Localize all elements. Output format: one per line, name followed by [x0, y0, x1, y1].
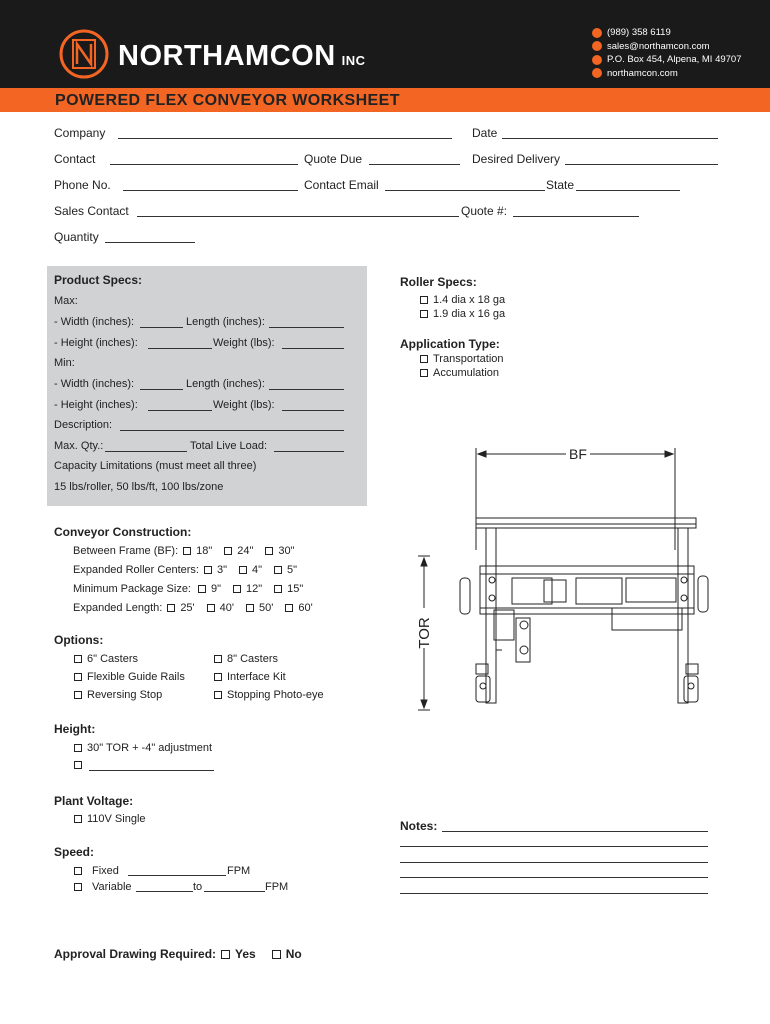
option-label: Reversing Stop [87, 689, 163, 701]
speed-variable-row[interactable] [74, 881, 132, 893]
el-option-50: 50' [259, 602, 274, 614]
option-interface-kit[interactable] [214, 671, 286, 683]
option-stopping-photo-eye[interactable] [214, 689, 324, 701]
checkbox[interactable] [74, 691, 82, 699]
option-reversing-stop[interactable] [74, 689, 162, 701]
speed-fixed-field[interactable] [128, 875, 226, 876]
checkbox[interactable] [198, 585, 206, 593]
checkbox[interactable] [239, 566, 247, 574]
options-heading: Options: [54, 633, 104, 647]
contact-field[interactable] [110, 164, 298, 165]
between-frame-row [73, 545, 295, 557]
min-height-field[interactable] [148, 410, 212, 411]
checkbox[interactable] [224, 547, 232, 555]
phone-icon [592, 28, 602, 38]
checkbox[interactable] [420, 369, 428, 377]
roller-centers-row [73, 564, 297, 576]
speed-fixed-label: Fixed [92, 865, 119, 877]
page-title: POWERED FLEX CONVEYOR WORKSHEET [55, 92, 400, 109]
contact-email-field[interactable] [385, 190, 545, 191]
contact-address: P.O. Box 454, Alpena, MI 49707 [607, 54, 742, 66]
brand-inc: INC [341, 53, 366, 68]
approval-row [54, 947, 302, 961]
date-field[interactable] [502, 138, 718, 139]
checkbox[interactable] [74, 655, 82, 663]
max-label: Max: [54, 295, 78, 307]
min-width-field[interactable] [140, 389, 183, 390]
max-length-label: Length (inches): [186, 316, 265, 328]
el-option-60: 60' [298, 602, 313, 614]
sales-contact-field[interactable] [137, 216, 459, 217]
application-type-heading: Application Type: [400, 337, 500, 351]
checkbox[interactable] [246, 604, 254, 612]
contact-website: northamcon.com [607, 67, 678, 79]
bf-option-24: 24" [237, 545, 254, 557]
max-weight-field[interactable] [282, 348, 344, 349]
brand-main: NORTHAMCON [118, 40, 336, 72]
roller-specs-heading: Roller Specs: [400, 275, 477, 289]
min-length-label: Length (inches): [186, 378, 265, 390]
quote-due-field[interactable] [369, 164, 460, 165]
between-frame-label: Between Frame (BF): [73, 545, 179, 557]
roller-option-2-label: 1.9 dia x 16 ga [433, 308, 506, 320]
total-live-load-field[interactable] [274, 451, 344, 452]
max-height-field[interactable] [148, 348, 212, 349]
notes-line-5[interactable] [400, 893, 708, 894]
state-field[interactable] [576, 190, 680, 191]
description-field[interactable] [120, 430, 344, 431]
email-icon [592, 41, 602, 51]
min-width-label: - Width (inches): [54, 378, 135, 390]
height-custom-field[interactable] [89, 770, 214, 771]
option-label: 6" Casters [87, 653, 138, 665]
desired-delivery-label: Desired Delivery [472, 152, 561, 166]
globe-icon [592, 68, 602, 78]
description-label: Description: [54, 419, 113, 431]
rc-option-3: 3" [216, 564, 227, 576]
checkbox[interactable] [183, 547, 191, 555]
phone-label: Phone No. [54, 178, 111, 192]
speed-variable-unit: FPM [265, 881, 289, 893]
height-heading: Height: [54, 722, 96, 736]
sales-contact-label: Sales Contact [54, 204, 129, 218]
option-label: Stopping Photo-eye [227, 689, 324, 701]
contact-email-label: Contact Email [304, 178, 379, 192]
max-length-field[interactable] [269, 327, 344, 328]
approval-yes-checkbox[interactable] [221, 950, 230, 959]
speed-variable-from-field[interactable] [136, 891, 193, 892]
contact-info [592, 26, 742, 80]
checkbox[interactable] [265, 547, 273, 555]
checkbox[interactable] [420, 310, 428, 318]
company-field[interactable] [118, 138, 452, 139]
checkbox[interactable] [274, 585, 282, 593]
approval-yes-label: Yes [235, 947, 256, 961]
conveyor-construction-heading: Conveyor Construction: [54, 525, 192, 539]
application-option-2-label: Accumulation [433, 367, 500, 379]
phone-field[interactable] [123, 190, 298, 191]
speed-fixed-unit: FPM [227, 865, 251, 877]
max-qty-label: Max. Qty.: [54, 440, 104, 452]
brand-name [118, 40, 366, 73]
checkbox[interactable] [420, 296, 428, 304]
bf-option-18: 18" [196, 545, 213, 557]
checkbox[interactable] [204, 566, 212, 574]
product-specs-heading: Product Specs: [54, 273, 143, 287]
roller-centers-label: Expanded Roller Centers: [73, 564, 199, 576]
speed-variable-to-field[interactable] [204, 891, 265, 892]
total-live-load-label: Total Live Load: [190, 440, 268, 452]
checkbox[interactable] [285, 604, 293, 612]
checkbox[interactable] [233, 585, 241, 593]
checkbox[interactable] [214, 655, 222, 663]
option-label: Flexible Guide Rails [87, 671, 185, 683]
max-height-label: - Height (inches): [54, 337, 138, 349]
height-option-1-label: 30" TOR + -4" adjustment [87, 742, 213, 754]
min-package-label: Minimum Package Size: [73, 583, 191, 595]
notes-line-1[interactable] [442, 831, 708, 832]
capacity-note: Capacity Limitations (must meet all three) [54, 460, 257, 472]
speed-heading: Speed: [54, 845, 95, 859]
capacity-values: 15 lbs/roller, 50 lbs/ft, 100 lbs/zone [54, 481, 224, 493]
checkbox[interactable] [207, 604, 215, 612]
plant-voltage-heading: Plant Voltage: [54, 794, 134, 808]
desired-delivery-field[interactable] [565, 164, 718, 165]
expanded-length-label: Expanded Length: [73, 602, 163, 614]
roller-option-1-label: 1.4 dia x 18 ga [433, 294, 506, 306]
rc-option-5: 5" [287, 564, 298, 576]
quote-no-field[interactable] [513, 216, 639, 217]
approval-no-label: No [285, 947, 302, 961]
application-option-2[interactable] [420, 367, 499, 379]
checkbox[interactable] [167, 604, 175, 612]
contact-email: sales@northamcon.com [607, 40, 710, 52]
option-label: 8" Casters [227, 653, 278, 665]
quote-no-label: Quote #: [461, 204, 508, 218]
tor-label: TOR [416, 617, 433, 649]
min-height-label: - Height (inches): [54, 399, 138, 411]
notes-heading: Notes: [400, 819, 438, 833]
contact-label: Contact [54, 152, 96, 166]
roller-option-1[interactable] [420, 294, 505, 306]
expanded-length-row [73, 602, 313, 614]
application-option-1-label: Transportation [433, 353, 504, 365]
mp-option-15: 15" [287, 583, 304, 595]
max-width-field[interactable] [140, 327, 183, 328]
min-length-field[interactable] [269, 389, 344, 390]
voltage-option-110v[interactable] [74, 813, 146, 825]
option-6in-casters[interactable] [74, 653, 138, 665]
checkbox[interactable] [74, 815, 82, 823]
state-label: State [546, 178, 575, 192]
option-label: Interface Kit [227, 671, 286, 683]
option-8in-casters[interactable] [214, 653, 278, 665]
notes-line-4[interactable] [400, 877, 708, 878]
speed-variable-label: Variable [92, 881, 132, 893]
min-label: Min: [54, 357, 75, 369]
application-option-1[interactable] [420, 353, 504, 365]
bf-label: BF [569, 446, 587, 462]
rc-option-4: 4" [252, 564, 263, 576]
roller-option-2[interactable] [420, 308, 505, 320]
notes-line-2[interactable] [400, 846, 708, 847]
quantity-field[interactable] [105, 242, 195, 243]
mp-option-12: 12" [246, 583, 263, 595]
min-package-row [73, 583, 303, 595]
checkbox[interactable] [74, 883, 82, 891]
max-width-label: - Width (inches): [54, 316, 135, 328]
bf-option-30: 30" [278, 545, 295, 557]
mp-option-9: 9" [211, 583, 222, 595]
contact-phone: (989) 358 6119 [607, 27, 671, 39]
checkbox[interactable] [74, 744, 82, 752]
voltage-option-label: 110V Single [87, 813, 146, 825]
speed-variable-to: to [193, 881, 203, 893]
checkbox[interactable] [74, 761, 82, 769]
northamcon-logo-icon [58, 28, 110, 80]
speed-fixed-row[interactable] [74, 865, 119, 877]
option-flexible-guide-rails[interactable] [74, 671, 185, 683]
el-option-40: 40' [219, 602, 234, 614]
checkbox[interactable] [74, 867, 82, 875]
approval-no-checkbox[interactable] [272, 950, 281, 959]
max-weight-label: Weight (lbs): [213, 337, 275, 349]
company-label: Company [54, 126, 106, 140]
el-option-25: 25' [180, 602, 195, 614]
notes-line-3[interactable] [400, 862, 708, 863]
checkbox[interactable] [420, 355, 428, 363]
min-weight-label: Weight (lbs): [213, 399, 275, 411]
height-option-1[interactable] [74, 742, 212, 754]
quantity-label: Quantity [54, 230, 99, 244]
checkbox[interactable] [74, 673, 82, 681]
checkbox[interactable] [214, 691, 222, 699]
max-qty-field[interactable] [105, 451, 187, 452]
location-icon [592, 55, 602, 65]
checkbox[interactable] [214, 673, 222, 681]
date-label: Date [472, 126, 498, 140]
approval-label: Approval Drawing Required: [54, 947, 217, 961]
height-option-custom[interactable] [74, 761, 87, 769]
quote-due-label: Quote Due [304, 152, 363, 166]
conveyor-diagram [398, 440, 718, 720]
checkbox[interactable] [274, 566, 282, 574]
min-weight-field[interactable] [282, 410, 344, 411]
